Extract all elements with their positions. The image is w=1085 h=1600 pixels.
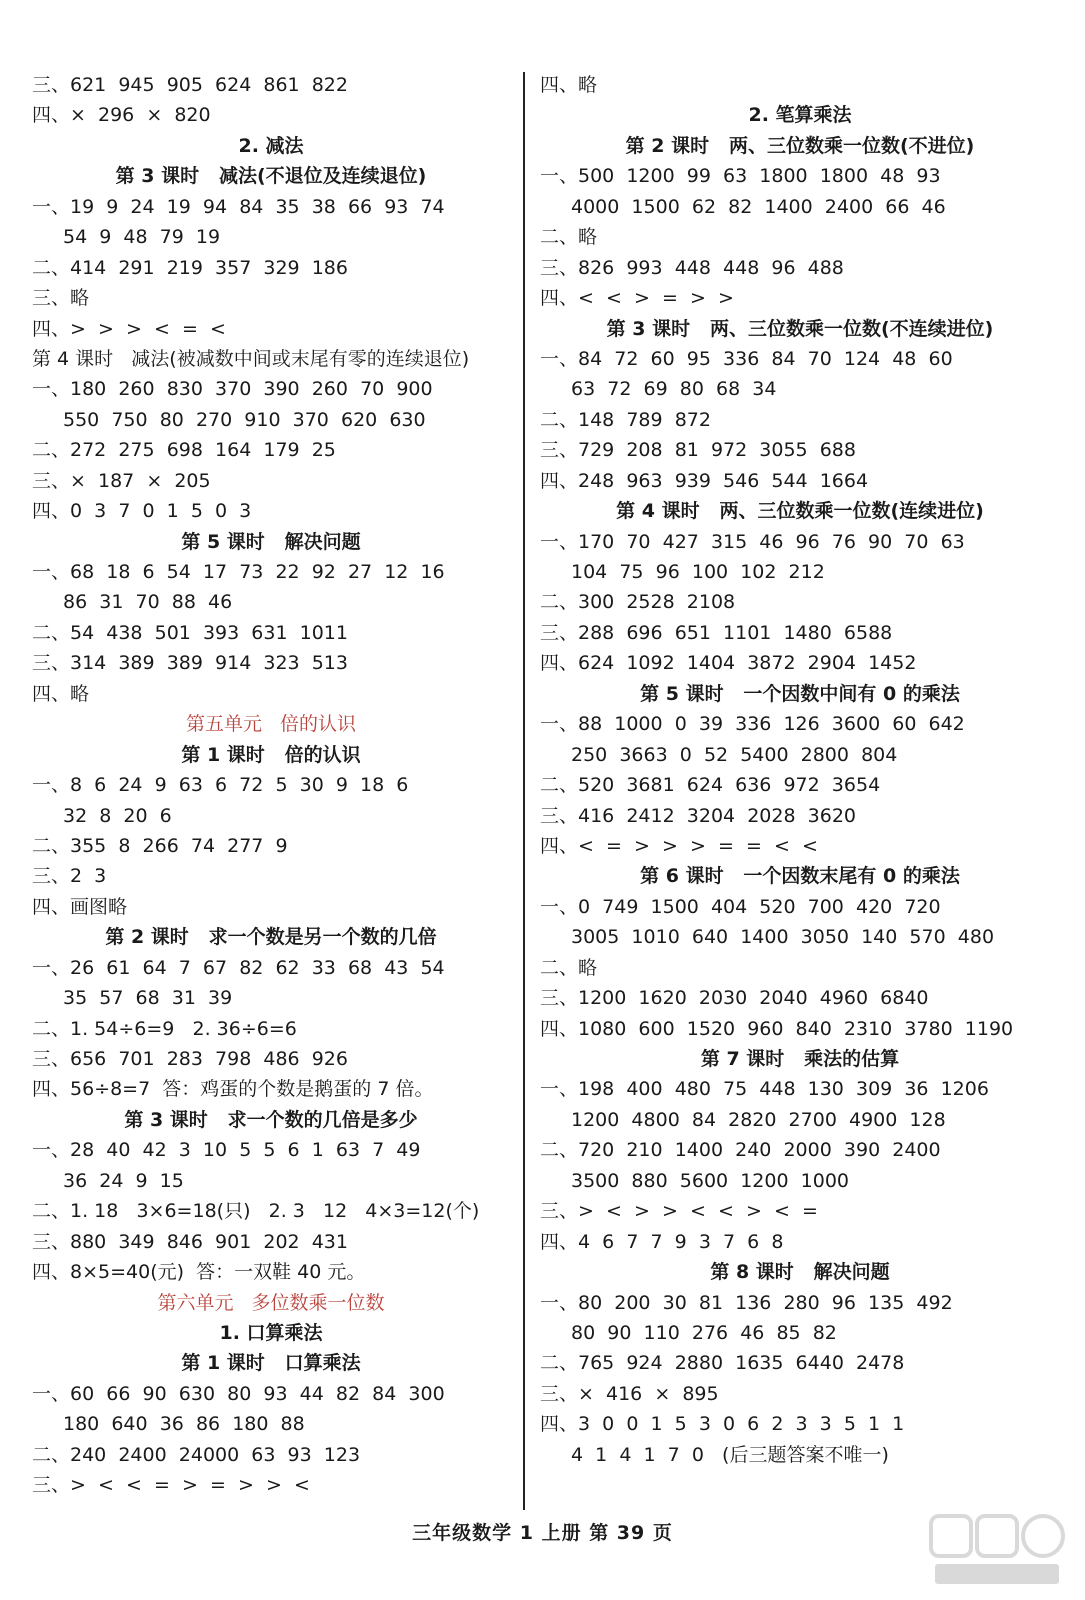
answer-line: 550 750 80 270 910 370 620 630 xyxy=(63,408,426,431)
answer-line: 104 75 96 100 102 212 xyxy=(571,561,825,583)
answer-line: 二、300 2528 2108 xyxy=(540,591,736,614)
answer-line: 三、729 208 81 972 3055 688 xyxy=(540,439,856,462)
answer-line: 一、80 200 30 81 136 280 96 135 492 xyxy=(540,1291,953,1314)
answer-line: 二、1. 18 3×6=18(只) 2. 3 12 4×3=12(个) xyxy=(32,1200,480,1223)
section-heading: 第 6 课时 一个因数末尾有 0 的乘法 xyxy=(640,865,960,888)
answer-line: 四、624 1092 1404 3872 2904 1452 xyxy=(540,652,917,675)
answer-line: 4000 1500 62 82 1400 2400 66 46 xyxy=(571,195,946,218)
answer-line: 三、× 187 × 205 xyxy=(32,469,211,492)
answer-line: 四、56÷8=7 答：鸡蛋的个数是鹅蛋的 7 倍。 xyxy=(32,1078,434,1101)
section-heading: 第五单元 倍的认识 xyxy=(185,713,357,736)
section-heading: 第 3 课时 两、三位数乘一位数(不连续进位) xyxy=(606,317,994,340)
answer-line: 86 31 70 88 46 xyxy=(63,591,233,614)
answer-line: 36 24 9 15 xyxy=(63,1169,184,1192)
answer-line: 三、314 389 389 914 323 513 xyxy=(32,652,348,675)
answer-line: 1200 4800 84 2820 2700 4900 128 xyxy=(571,1108,946,1131)
answer-line: 一、84 72 60 95 336 84 70 124 48 60 xyxy=(540,347,953,370)
answer-line: 四、< < > = > > xyxy=(540,287,734,310)
answer-line: 三、> < < = > = > > < xyxy=(32,1474,310,1497)
answer-line: 一、0 749 1500 404 520 700 420 720 xyxy=(540,895,941,918)
answer-line: 4 1 4 1 7 0 (后三题答案不唯一) xyxy=(571,1443,889,1466)
answer-line: 四、8×5=40(元) 答：一双鞋 40 元。 xyxy=(32,1261,366,1284)
answer-line: 四、< = > > > = = < < xyxy=(540,834,818,857)
answer-line: 54 9 48 79 19 xyxy=(63,226,221,249)
answer-line: 三、略 xyxy=(32,287,90,310)
answer-line: 二、240 2400 24000 63 93 123 xyxy=(32,1443,361,1466)
answer-line: 三、288 696 651 1101 1480 6588 xyxy=(540,621,893,644)
answer-line: 二、765 924 2880 1635 6440 2478 xyxy=(540,1352,905,1375)
answer-line: 一、500 1200 99 63 1800 1800 48 93 xyxy=(540,165,941,188)
answer-line: 250 3663 0 52 5400 2800 804 xyxy=(571,743,898,766)
answer-line: 三、× 416 × 895 xyxy=(540,1382,719,1405)
answer-line: 四、> > > < = < xyxy=(32,317,226,340)
section-heading: 第 4 课时 两、三位数乘一位数(连续进位) xyxy=(616,500,984,523)
answer-line: 四、× 296 × 820 xyxy=(32,104,211,127)
answer-line: 一、28 40 42 3 10 5 5 6 1 63 7 49 xyxy=(32,1139,421,1162)
section-heading: 第 1 课时 口算乘法 xyxy=(181,1352,361,1375)
answer-line: 二、720 210 1400 240 2000 390 2400 xyxy=(540,1139,941,1162)
answer-line: 32 8 20 6 xyxy=(63,804,172,827)
answer-line: 三、656 701 283 798 486 926 xyxy=(32,1048,348,1070)
answer-line: 四、3 0 0 1 5 3 0 6 2 3 3 5 1 1 xyxy=(540,1413,905,1436)
watermark-logo xyxy=(927,1512,1067,1590)
answer-line: 三、826 993 448 448 96 488 xyxy=(540,256,844,279)
answer-line: 二、148 789 872 xyxy=(540,408,711,431)
section-heading: 第 2 课时 两、三位数乘一位数(不进位) xyxy=(625,134,975,157)
answer-line: 四、1080 600 1520 960 840 2310 3780 1190 xyxy=(540,1017,1014,1040)
answer-line: 二、355 8 266 74 277 9 xyxy=(32,834,288,857)
answer-line: 二、54 438 501 393 631 1011 xyxy=(32,621,348,644)
answer-line: 三、1200 1620 2030 2040 4960 6840 xyxy=(540,987,929,1010)
answer-line: 一、170 70 427 315 46 96 76 90 70 63 xyxy=(540,530,965,553)
answer-line: 一、8 6 24 9 63 6 72 5 30 9 18 6 xyxy=(32,774,409,797)
answer-line: 一、68 18 6 54 17 73 22 92 27 12 16 xyxy=(32,561,445,583)
section-heading: 第 2 课时 求一个数是另一个数的几倍 xyxy=(105,926,437,949)
answer-line: 二、272 275 698 164 179 25 xyxy=(32,439,336,462)
section-heading: 2. 减法 xyxy=(238,134,304,157)
answer-line: 三、416 2412 3204 2028 3620 xyxy=(540,804,856,827)
answer-line: 四、略 xyxy=(540,74,598,96)
answer-line: 四、248 963 939 546 544 1664 xyxy=(540,469,869,492)
section-heading: 第六单元 多位数乘一位数 xyxy=(157,1291,385,1314)
answer-line: 二、1. 54÷6=9 2. 36÷6=6 xyxy=(32,1017,297,1040)
answer-line: 35 57 68 31 39 xyxy=(63,987,233,1010)
answer-line: 三、2 3 xyxy=(32,865,107,888)
section-heading: 第 1 课时 倍的认识 xyxy=(181,743,361,766)
section-heading: 1. 口算乘法 xyxy=(219,1321,323,1344)
section-heading: 第 3 课时 减法(不退位及连续退位) xyxy=(115,165,427,188)
answer-line: 一、19 9 24 19 94 84 35 38 66 93 74 xyxy=(32,195,445,218)
answer-line: 二、略 xyxy=(540,226,598,249)
answer-line: 四、4 6 7 7 9 3 7 6 8 xyxy=(540,1230,784,1253)
answer-line: 3500 880 5600 1200 1000 xyxy=(571,1169,849,1192)
right-column xyxy=(540,70,1060,1470)
section-heading: 第 5 课时 解决问题 xyxy=(181,530,361,553)
page-footer: 三年级数学 1 上册 第 39 页 xyxy=(412,1522,673,1544)
answer-line: 3005 1010 640 1400 3050 140 570 480 xyxy=(571,926,995,949)
answer-line: 三、880 349 846 901 202 431 xyxy=(32,1230,348,1253)
answer-line: 180 640 36 86 180 88 xyxy=(63,1413,305,1436)
answer-line: 二、520 3681 624 636 972 3654 xyxy=(540,774,881,797)
answer-line: 四、画图略 xyxy=(32,895,128,918)
answer-line: 二、略 xyxy=(540,956,598,979)
answer-line: 一、88 1000 0 39 336 126 3600 60 642 xyxy=(540,713,965,736)
section-heading: 2. 笔算乘法 xyxy=(748,104,852,127)
section-heading: 第 5 课时 一个因数中间有 0 的乘法 xyxy=(640,682,960,705)
section-heading: 第 7 课时 乘法的估算 xyxy=(700,1048,900,1070)
answer-line: 一、180 260 830 370 390 260 70 900 xyxy=(32,378,433,401)
answer-line: 二、414 291 219 357 329 186 xyxy=(32,256,348,279)
column-divider xyxy=(523,72,525,1510)
answer-line: 一、198 400 480 75 448 130 309 36 1206 xyxy=(540,1078,989,1101)
left-column xyxy=(32,70,510,1501)
answer-line: 四、0 3 7 0 1 5 0 3 xyxy=(32,500,252,523)
answer-line: 三、621 945 905 624 861 822 xyxy=(32,74,348,96)
answer-line: 三、> < > > < < > < = xyxy=(540,1200,818,1223)
answer-line: 四、略 xyxy=(32,682,90,705)
section-heading: 第 8 课时 解决问题 xyxy=(710,1261,890,1284)
section-heading: 第 3 课时 求一个数的几倍是多少 xyxy=(124,1108,418,1131)
answer-line: 一、26 61 64 7 67 82 62 33 68 43 54 xyxy=(32,956,445,979)
answer-line: 第 4 课时 减法(被减数中间或末尾有零的连续退位) xyxy=(32,347,470,370)
answer-line: 一、60 66 90 630 80 93 44 82 84 300 xyxy=(32,1382,445,1405)
answer-line: 63 72 69 80 68 34 xyxy=(571,378,777,401)
answer-line: 80 90 110 276 46 85 82 xyxy=(571,1321,837,1344)
